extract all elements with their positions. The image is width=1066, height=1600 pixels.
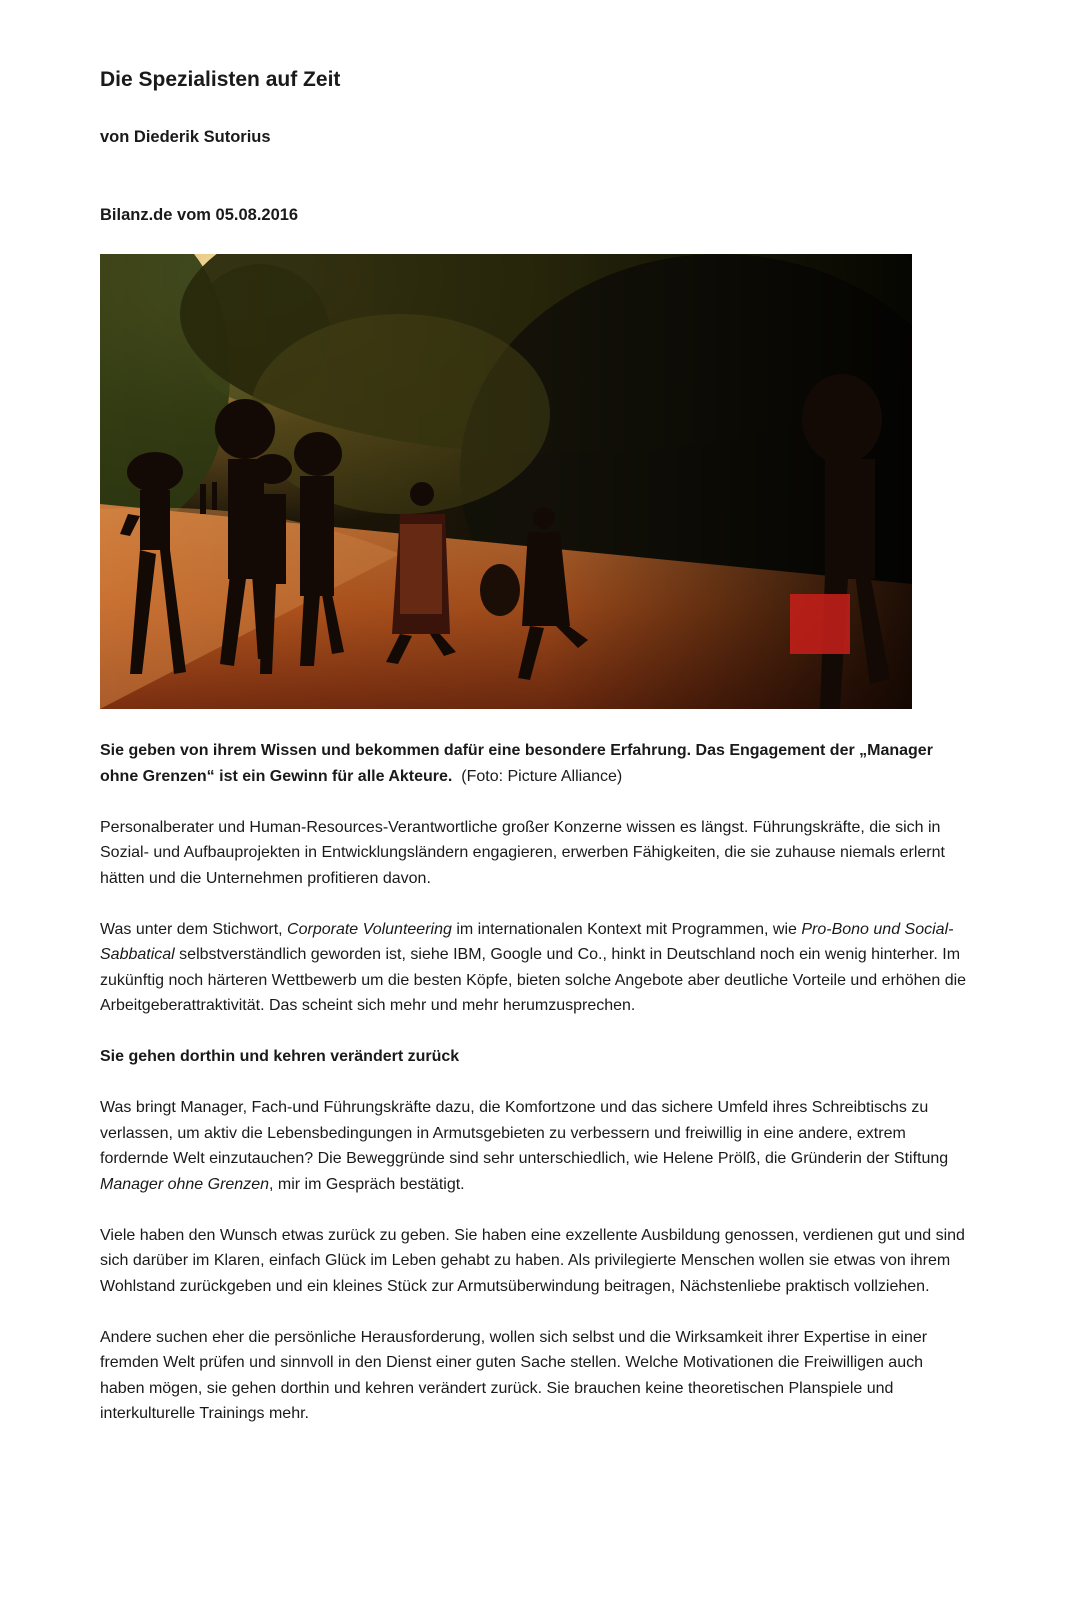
paragraph-5: Andere suchen eher die persönliche Herausforderung, wollen sich selbst und die Wirksamkeit ihrer Expertise in einer fremden Welt prüfen und sinnvoll in den Dienst einer guten Sache stellen. Welche Motivationen die Freiwilligen auch haben mögen, sie gehen dorthin und kehren verändert zurück. Sie brauchen keine theoretischen Planspiele und interkulturelle Trainings mehr. (100, 1328, 928, 1422)
article-photo (100, 254, 912, 709)
paragraph-3-part: Was bringt Manager, Fach-und Führungskräfte dazu, die Komfortzone und das sichere Umfeld ihres Schreibtischs zu verlassen, um aktiv die Lebensbedingungen in Armutsgebieten zu verbessern und freiwillig in eine andere, extrem fordernde Welt einzutauchen? Die Beweggründe sind sehr unterschiedlich, wie Helene Prölß, die Gründerin der Stiftung (100, 1099, 949, 1167)
paragraph-2-part: selbstverständlich geworden ist, siehe IBM, Google und Co., hinkt in Deutschland noch ein wenig hinterher. Im zukünftig noch härteren Wettbewerb um die besten Köpfe, bieten solche Angebote aber deutliche Vorteile und erhöhen die Arbeitgeberattraktivität. Das scheint sich mehr und mehr herumzusprechen. (100, 946, 967, 1014)
article-title: Die Spezialisten auf Zeit (100, 68, 341, 91)
paragraph-3-part: , mir im Gespräch bestätigt. (269, 1175, 465, 1193)
photo-caption (100, 738, 970, 789)
paragraph-1: Personalberater und Human-Resources-Verantwortliche großer Konzerne wissen es längst. Führungskräfte, die sich in Sozial- und Aufbauprojekten in Entwicklungsländern engagieren, erwerben Fähigkeiten, die sie zuhause niemals erlernt hätten und die Unternehmen profitieren davon. (100, 818, 945, 887)
photo-silhouettes-icon (100, 254, 912, 709)
paragraph-3-italic: Manager ohne Grenzen (100, 1175, 269, 1193)
paragraph-2-part: Was unter dem Stichwort, (100, 920, 288, 938)
article-body (100, 738, 970, 1452)
article-author: von Diederik Sutorius (100, 128, 271, 146)
paragraph-2 (100, 917, 970, 1019)
article-source: Bilanz.de vom 05.08.2016 (100, 206, 299, 224)
paragraph-2-italic: Pro-Bono und Social-Sabbatical (100, 920, 954, 963)
paragraph-2-part: im internationalen Kontext mit Programmen, wie (451, 920, 802, 938)
caption-text: Sie geben von ihrem Wissen und bekommen dafür eine besondere Erfahrung. Das Engagement der „Manager ohne Grenzen“ ist ein Gewinn für alle Akteure. (100, 742, 933, 785)
caption-credit: (Foto: Picture Alliance) (461, 767, 623, 785)
paragraph-4: Viele haben den Wunsch etwas zurück zu geben. Sie haben eine exzellente Ausbildung genossen, verdienen gut und sind sich darüber im Klaren, einfach Glück im Leben gehabt zu haben. Als privilegierte Menschen wollen sie etwas von ihrem Wohlstand zurückgeben und ein kleines Stück zur Armutsüberwindung beitragen, Nächstenliebe praktisch vollziehen. (100, 1226, 965, 1295)
paragraph-2-italic: Corporate Volunteering (287, 920, 452, 938)
paragraph-3 (100, 1095, 970, 1197)
section-subheading: Sie gehen dorthin und kehren verändert zurück (100, 1048, 460, 1065)
